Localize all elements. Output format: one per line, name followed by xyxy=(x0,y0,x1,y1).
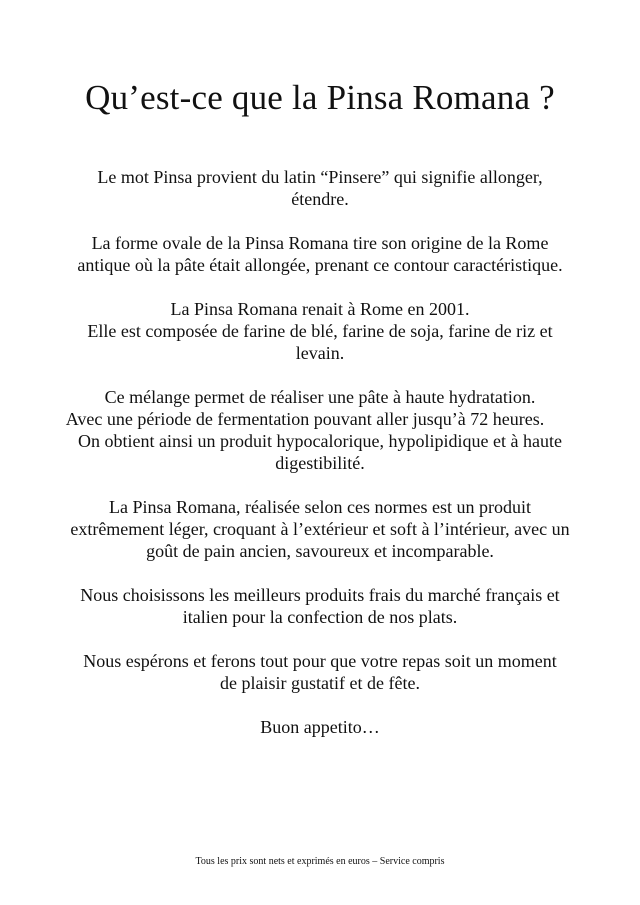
text-line: Buon appetito… xyxy=(260,717,380,737)
text-line: La forme ovale de la Pinsa Romana tire son origine de la Rome xyxy=(91,233,549,253)
text-line: levain. xyxy=(295,343,345,363)
paragraph-texture xyxy=(60,496,580,562)
text-line: La Pinsa Romana renait à Rome en 2001. xyxy=(170,299,470,319)
footer-note: Tous les prix sont nets et exprimés en euros – Service compris xyxy=(195,856,445,867)
paragraph-origin-name xyxy=(60,166,580,210)
text-line: digestibilité. xyxy=(275,453,365,473)
text-line: de plaisir gustatif et de fête. xyxy=(220,673,420,693)
text-line: antique où la pâte était allongée, prenant ce contour caractéristique. xyxy=(77,255,563,275)
text-line: goût de pain ancien, savoureux et incomparable. xyxy=(146,541,494,561)
paragraph-closing xyxy=(60,716,580,738)
paragraph-oval-shape xyxy=(60,232,580,276)
text-line: On obtient ainsi un produit hypocalorique, hypolipidique et à haute xyxy=(78,431,562,451)
text-line: étendre. xyxy=(291,189,349,209)
paragraph-enjoy xyxy=(60,650,580,694)
text-line: Avec une période de fermentation pouvant aller jusqu’à 72 heures. xyxy=(65,409,545,429)
text-line: Le mot Pinsa provient du latin “Pinsere” qui signifie allonger, xyxy=(97,167,543,187)
text-line: La Pinsa Romana, réalisée selon ces normes est un produit xyxy=(109,497,531,517)
text-line: extrêmement léger, croquant à l’extérieur et soft à l’intérieur, avec un xyxy=(70,519,570,539)
paragraph-composition xyxy=(60,298,580,364)
text-line: Ce mélange permet de réaliser une pâte à haute hydratation. xyxy=(104,387,536,407)
text-line: Nous espérons et ferons tout pour que votre repas soit un moment xyxy=(83,651,557,671)
page-title: Qu’est-ce que la Pinsa Romana ? xyxy=(85,78,555,117)
text-line: Nous choisissons les meilleurs produits frais du marché français et xyxy=(80,585,560,605)
paragraph-fresh-products xyxy=(60,584,580,628)
text-line: italien pour la confection de nos plats. xyxy=(182,607,458,627)
text-line: Elle est composée de farine de blé, farine de soja, farine de riz et xyxy=(87,321,553,341)
paragraph-fermentation xyxy=(60,386,580,474)
